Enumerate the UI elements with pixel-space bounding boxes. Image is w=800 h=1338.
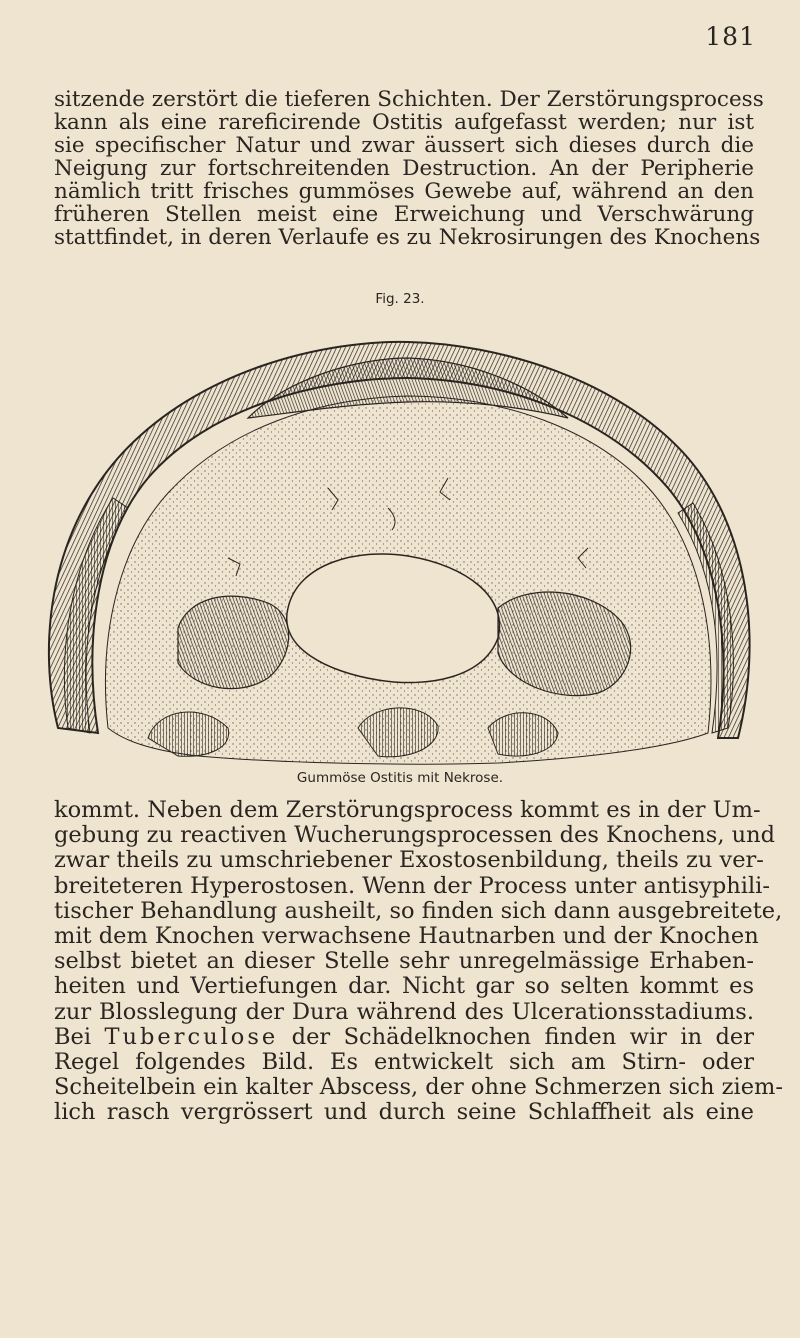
text-line: breiteteren Hyperostosen. Wenn der Process unter antisyphili- bbox=[54, 872, 770, 899]
figure-label: Fig. 23. bbox=[375, 291, 425, 307]
text-line: tischer Behandlung ausheilt, so finden sich dann ausgebreitete, bbox=[54, 897, 783, 924]
emphasized-term: Tuberculose bbox=[104, 1023, 279, 1050]
paragraph-bottom bbox=[54, 797, 783, 1126]
text-line: kann als eine rareficirende Ostitis aufgefasst werden; nur ist bbox=[54, 110, 754, 135]
text-line: zwar theils zu umschriebener Exostosenbildung, theils zu ver- bbox=[54, 847, 764, 874]
paragraph-top bbox=[54, 87, 764, 250]
text-line: Regel folgendes Bild. Es entwickelt sich am Stirn- oder bbox=[54, 1049, 754, 1076]
text-line: mit dem Knochen verwachsene Hautnarben und der Knochen bbox=[54, 923, 759, 950]
necrosis-left bbox=[178, 596, 289, 689]
text-line: heiten und Vertiefungen dar. Nicht gar so selten kommt es bbox=[54, 973, 754, 1000]
text-segment: der Schädelknochen finden wir in der bbox=[278, 1023, 755, 1050]
text-line: selbst bietet an dieser Stelle sehr unregelmässige Erhaben- bbox=[54, 948, 754, 975]
text-line: kommt. Neben dem Zerstörungsprocess kommt es in der Um- bbox=[54, 797, 761, 823]
text-line: sie specifischer Natur und zwar äussert sich dieses durch die bbox=[54, 133, 754, 158]
text-line: zur Blosslegung der Dura während des Ulcerationsstadiums. bbox=[54, 998, 754, 1025]
figure-caption: Gummöse Ostitis mit Nekrose. bbox=[296, 770, 504, 786]
text-line: lich rasch vergrössert und durch seine Schlaffheit als eine bbox=[54, 1099, 754, 1126]
text-line: früheren Stellen meist eine Erweichung und Verschwärung bbox=[54, 202, 754, 227]
skull-illustration bbox=[28, 308, 772, 770]
page-number: 181 bbox=[705, 22, 756, 51]
text-segment: Bei bbox=[54, 1023, 105, 1050]
text-line: sitzende zerstört die tieferen Schichten. Der Zerstörungsprocess bbox=[54, 87, 764, 112]
text-line: Scheitelbein ein kalter Abscess, der ohne Schmerzen sich ziem- bbox=[54, 1074, 783, 1101]
text-line: stattfindet, in deren Verlaufe es zu Nekrosirungen des Knochens bbox=[54, 225, 761, 250]
text-line: Neigung zur fortschreitenden Destruction. An der Peripherie bbox=[54, 156, 754, 181]
text-line: gebung zu reactiven Wucherungsprocessen des Knochens, und bbox=[54, 822, 776, 849]
text-line: nämlich tritt frisches gummöses Gewebe auf, während an den bbox=[54, 179, 754, 204]
text-line bbox=[54, 1025, 754, 1050]
